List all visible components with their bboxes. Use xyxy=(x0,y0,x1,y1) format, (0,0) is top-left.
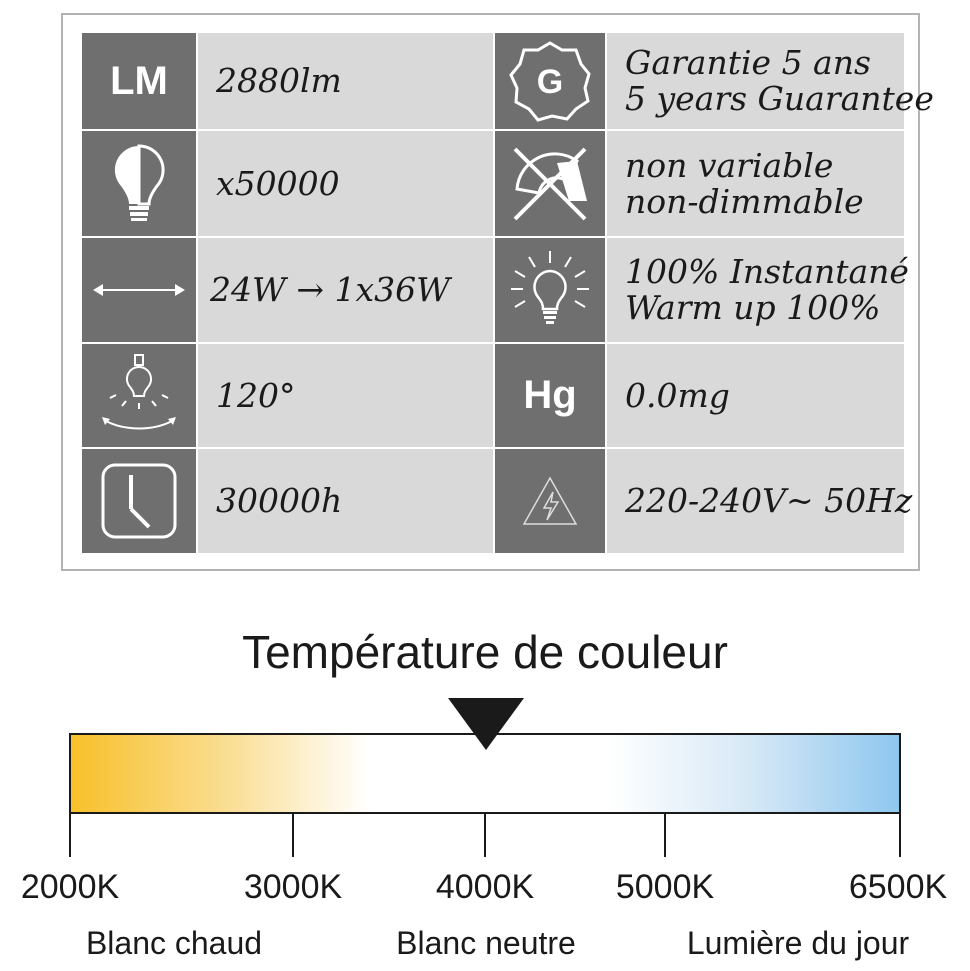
tick-label: 2000K xyxy=(20,868,120,906)
beam-angle-icon xyxy=(82,344,196,447)
selected-temperature-marker xyxy=(448,698,524,750)
guarantee-badge-label: G xyxy=(536,63,564,101)
mercury-icon xyxy=(495,344,605,447)
lumen-icon-label: LM xyxy=(110,58,168,103)
spec-cycles xyxy=(198,131,493,236)
spec-dimmable-line2: non-dimmable xyxy=(625,181,864,221)
spec-voltage xyxy=(607,449,913,553)
tick-mark xyxy=(899,813,901,857)
light-bulb-rays-icon xyxy=(495,238,605,342)
spec-mercury xyxy=(607,344,904,447)
spec-warmup-line2: Warm up 100% xyxy=(625,288,881,327)
spec-dimmable xyxy=(607,131,904,236)
spec-guarantee-line2: 5 years Guarantee xyxy=(625,79,934,118)
guarantee-badge-icon xyxy=(495,33,605,129)
tick-label: 4000K xyxy=(435,868,535,906)
voltage-warning-icon xyxy=(495,449,605,553)
spec-dimmable-line1: non variable xyxy=(625,145,834,185)
spec-cycles-value: x50000 xyxy=(216,163,340,203)
lumen-icon xyxy=(82,33,196,129)
tick-mark xyxy=(484,813,486,857)
mercury-icon-label: Hg xyxy=(523,373,577,417)
zone-label-warm: Blanc chaud xyxy=(85,925,263,961)
spec-lumen xyxy=(198,33,493,129)
tick-mark xyxy=(664,813,666,857)
spec-beam-angle xyxy=(198,344,493,447)
spec-guarantee xyxy=(607,33,934,129)
color-temperature-title: Température de couleur xyxy=(242,626,728,678)
spec-lumen-value: 2880lm xyxy=(216,61,342,100)
tick-label: 3000K xyxy=(243,868,343,906)
spec-lifetime-value: 30000h xyxy=(216,481,343,520)
tick-mark xyxy=(69,813,71,857)
bulb-half-icon xyxy=(82,131,196,236)
spec-power-value: 24W → 1x36W xyxy=(210,270,451,309)
clock-icon xyxy=(82,449,196,553)
tick-label: 5000K xyxy=(615,868,715,906)
spec-voltage-value: 220-240V~ 50Hz xyxy=(625,481,913,520)
double-arrow-icon xyxy=(82,238,196,342)
tick-mark xyxy=(292,813,294,857)
spec-beam-angle-value: 120° xyxy=(216,375,296,415)
zone-label-neutral: Blanc neutre xyxy=(396,925,576,961)
spec-warmup xyxy=(607,238,909,342)
spec-table xyxy=(82,33,934,553)
spec-mercury-value: 0.0mg xyxy=(625,375,730,415)
spec-guarantee-line1: Garantie 5 ans xyxy=(625,43,871,82)
zone-label-daylight: Lumière du jour xyxy=(686,925,910,961)
spec-lifetime xyxy=(198,449,493,553)
spec-power xyxy=(198,238,493,342)
tick-label: 6500K xyxy=(848,868,948,906)
spec-warmup-line1: 100% Instantané xyxy=(625,252,909,291)
no-dimmer-icon xyxy=(495,131,605,236)
